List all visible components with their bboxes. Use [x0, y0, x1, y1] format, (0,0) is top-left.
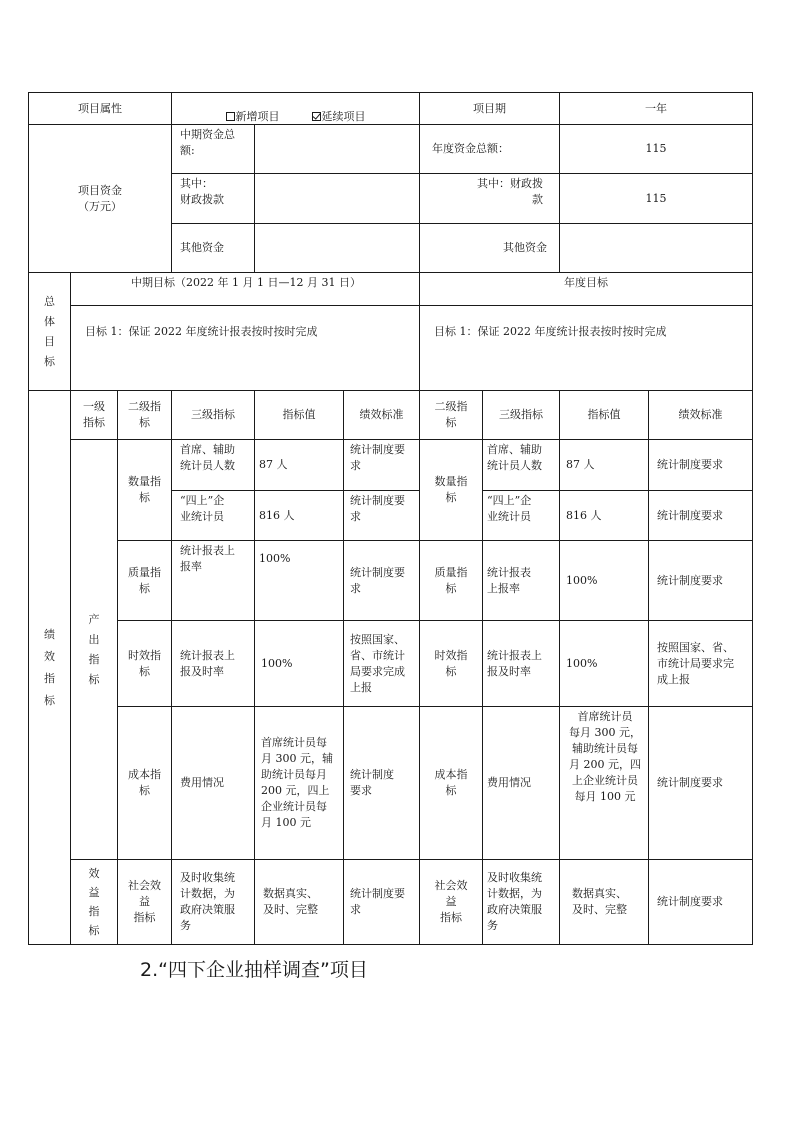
period-label: 项目期 — [419, 92, 560, 125]
cost-std-mid: 统计制度 要求 — [343, 706, 420, 860]
quality-label-mid: 质量指 标 — [117, 540, 172, 621]
quality-name-mid: 统计报表上 报率 — [171, 540, 255, 621]
quality-value-annual: 100% — [559, 540, 649, 621]
option-new-label: 新增项目 — [235, 110, 280, 123]
social-label-annual: 社会效 益 指标 — [419, 859, 483, 945]
header-value-mid: 指标值 — [254, 390, 344, 440]
header-value-annual: 指标值 — [559, 390, 649, 440]
quantity-row1-value-mid: 87 人 — [254, 439, 344, 491]
annual-other-value — [559, 223, 753, 273]
quantity-row1-name-mid: 首席、辅助 统计员人数 — [171, 439, 255, 491]
cost-std-annual: 统计制度要求 — [648, 706, 753, 860]
social-label-mid: 社会效 益 指标 — [117, 859, 172, 945]
project-type-options — [171, 92, 420, 125]
header-level2-annual: 二级指 标 — [419, 390, 483, 440]
funds-label: 项目资金 （万元） — [28, 124, 172, 273]
mid-other-label: 其他资金 — [171, 223, 255, 273]
quantity-label-mid: 数量指 标 — [117, 439, 172, 541]
annual-fiscal-label: 其中：财政拨 款 — [419, 173, 560, 224]
timeliness-name-mid: 统计报表上 报及时率 — [171, 620, 255, 707]
header-level1: 一级 指标 — [70, 390, 118, 440]
timeliness-std-mid: 按照国家、 省、市统计 局要求完成 上报 — [343, 620, 420, 707]
cost-name-mid: 费用情况 — [171, 706, 255, 860]
quantity-row2-value-mid: 816 人 — [254, 490, 344, 541]
mid-total-value — [254, 124, 420, 174]
header-standard-mid: 绩效标准 — [343, 390, 420, 440]
mid-goal-text: 目标 1：保证 2022 年度统计报表按时按时完成 — [70, 305, 420, 391]
mid-other-value — [254, 223, 420, 273]
quantity-row2-std-mid: 统计制度要 求 — [343, 490, 420, 541]
header-level2-mid: 二级指 标 — [117, 390, 172, 440]
annual-goal-text: 目标 1：保证 2022 年度统计报表按时按时完成 — [419, 305, 753, 391]
annual-other-label: 其他资金 — [419, 223, 560, 273]
timeliness-label-mid: 时效指 标 — [117, 620, 172, 707]
mid-fiscal-label: 其中： 财政拨款 — [171, 173, 255, 224]
annual-total-label: 年度资金总额： — [419, 124, 560, 174]
perf-label: 绩 效 指 标 — [28, 390, 71, 945]
timeliness-value-mid: 100% — [254, 620, 344, 707]
quantity-row2-name-mid: “四上”企 业统计员 — [171, 490, 255, 541]
header-standard-annual: 绩效标准 — [648, 390, 753, 440]
quality-label-annual: 质量指 标 — [419, 540, 483, 621]
social-std-annual: 统计制度要求 — [648, 859, 753, 945]
quantity-label-annual: 数量指 标 — [419, 439, 483, 541]
annual-goal-header: 年度目标 — [419, 272, 753, 306]
social-name-annual: 及时收集统 计数据，为 政府决策服 务 — [482, 859, 560, 945]
option-continuing-label: 延续项目 — [321, 110, 366, 123]
quality-std-mid: 统计制度要 求 — [343, 540, 420, 621]
quantity-row2-std-annual: 统计制度要求 — [648, 490, 753, 541]
quality-name-annual: 统计报表 上报率 — [482, 540, 560, 621]
output-indicator-label: 产 出 指 标 — [70, 439, 118, 860]
quantity-row1-name-annual: 首席、辅助 统计员人数 — [482, 439, 560, 491]
cost-value-mid: 首席统计员每 月 300 元，辅 助统计员每月 200 元，四上 企业统计员每 月 100 元 — [254, 706, 344, 860]
cost-label-mid: 成本指 标 — [117, 706, 172, 860]
quality-value-mid: 100% — [254, 540, 344, 621]
annual-total-value: 115 — [559, 124, 753, 174]
quantity-row1-std-mid: 统计制度要 求 — [343, 439, 420, 491]
section-heading: 2.“四下企业抽样调查”项目 — [140, 959, 368, 981]
cost-label-annual: 成本指 标 — [419, 706, 483, 860]
header-level3-mid: 三级指标 — [171, 390, 255, 440]
goals-label: 总 体 目 标 — [28, 272, 71, 391]
social-name-mid: 及时收集统 计数据，为 政府决策服 务 — [171, 859, 255, 945]
timeliness-value-annual: 100% — [559, 620, 649, 707]
quantity-row1-value-annual: 87 人 — [559, 439, 649, 491]
timeliness-label-annual: 时效指 标 — [419, 620, 483, 707]
timeliness-std-annual: 按照国家、省、 市统计局要求完 成上报 — [648, 620, 753, 707]
checked-box-icon[interactable] — [312, 112, 321, 121]
quantity-row2-name-annual: “四上”企 业统计员 — [482, 490, 560, 541]
cost-value-annual: 首席统计员 每月 300 元， 辅助统计员每 月 200 元，四 上企业统计员 每月 100 元 — [559, 706, 649, 860]
mid-goal-header: 中期目标（2022 年 1 月 1 日—12 月 31 日） — [70, 272, 420, 306]
quantity-row1-std-annual: 统计制度要求 — [648, 439, 753, 491]
period-value: 一年 — [559, 92, 753, 125]
header-level3-annual: 三级指标 — [482, 390, 560, 440]
option-continuing[interactable] — [312, 110, 366, 123]
quality-std-annual: 统计制度要求 — [648, 540, 753, 621]
timeliness-name-annual: 统计报表上 报及时率 — [482, 620, 560, 707]
mid-fiscal-value — [254, 173, 420, 224]
cost-name-annual: 费用情况 — [482, 706, 560, 860]
option-new[interactable] — [226, 110, 280, 123]
attr-label: 项目属性 — [28, 92, 172, 125]
quantity-row2-value-annual: 816 人 — [559, 490, 649, 541]
social-value-mid: 数据真实、 及时、完整 — [254, 859, 344, 945]
social-std-mid: 统计制度要 求 — [343, 859, 420, 945]
benefit-indicator-label: 效 益 指 标 — [70, 859, 118, 945]
social-value-annual: 数据真实、 及时、完整 — [559, 859, 649, 945]
mid-total-label: 中期资金总 额: — [171, 124, 255, 174]
annual-fiscal-value: 115 — [559, 173, 753, 224]
unchecked-box-icon[interactable] — [226, 112, 235, 121]
